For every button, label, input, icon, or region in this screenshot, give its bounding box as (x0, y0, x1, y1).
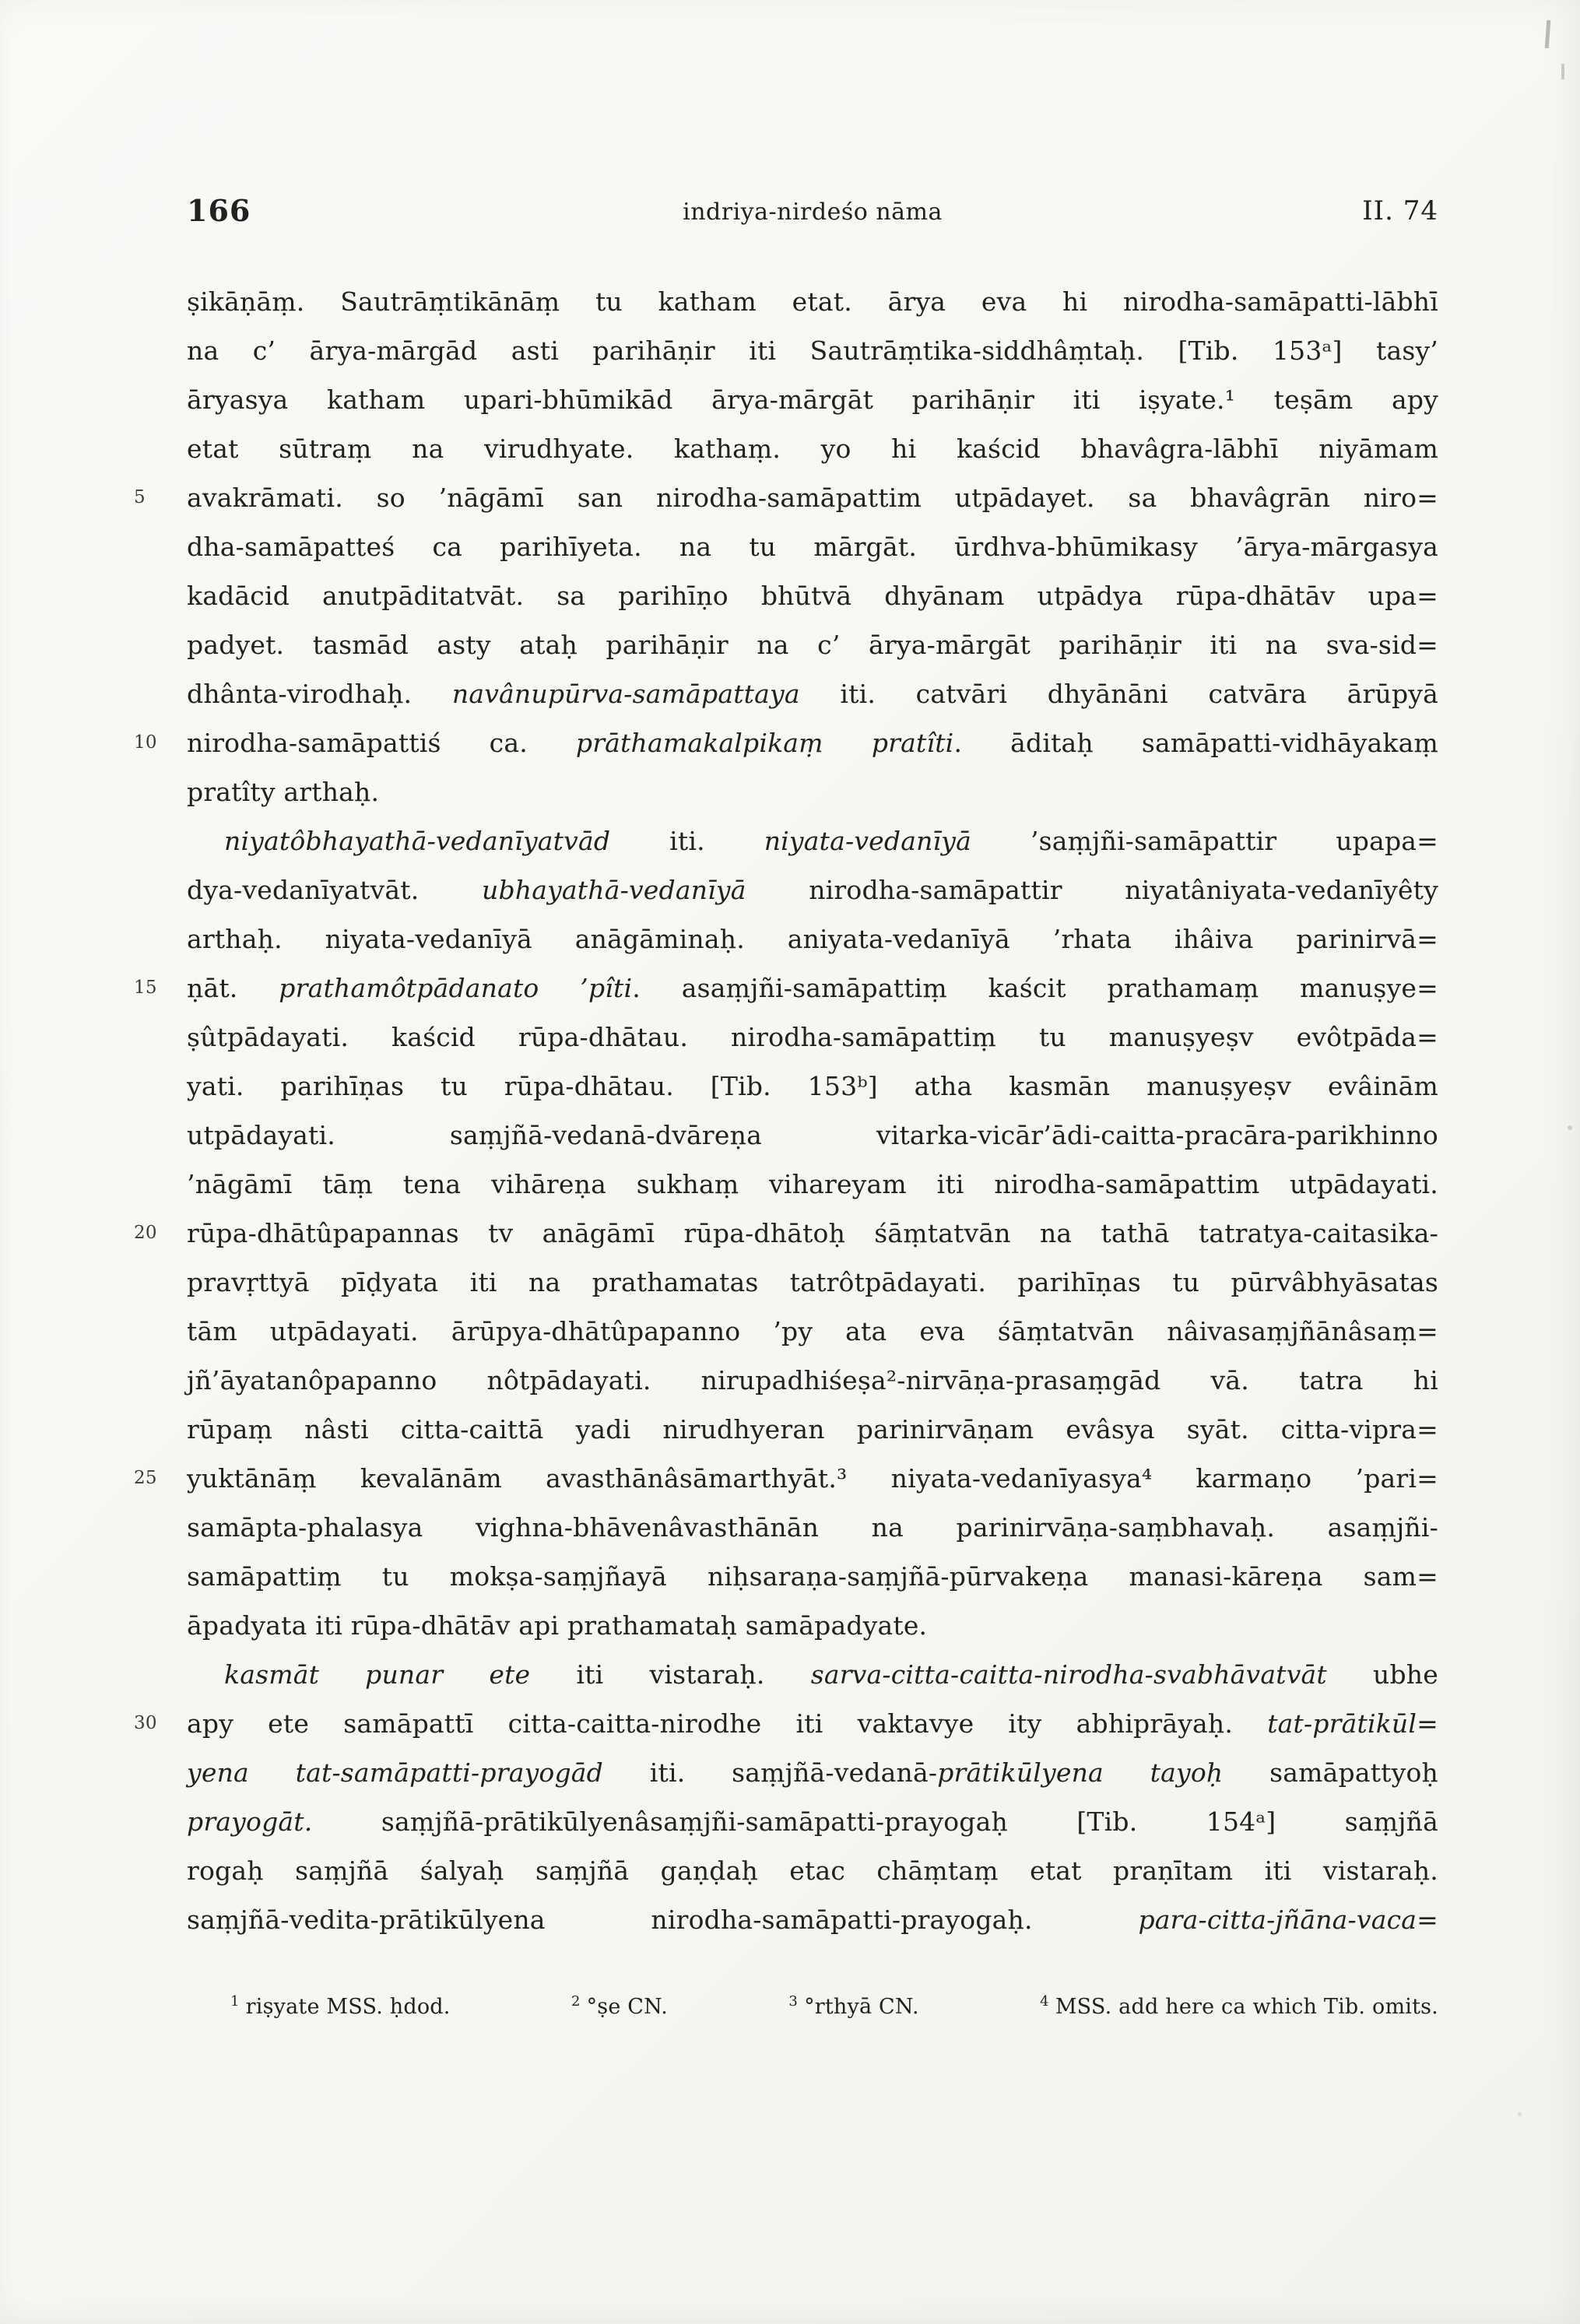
running-title: indriya-nirdeśo nāma (683, 198, 943, 226)
line-number: 20 (134, 1223, 157, 1243)
text-segment: ṣikāṇāṃ. Sautrāṃtikānāṃ tu katham etat. ārya eva hi nirodha-samāpatti-lābhī (187, 286, 1438, 317)
text-segment: āryasya katham upari-bhūmikād ārya-mārgāt parihāṇir iti iṣyate.¹ teṣām apy (187, 384, 1438, 415)
verse-reference: II. 74 (1362, 195, 1438, 226)
text-segment: tām utpādayati. ārūpya-dhātûpapanno ’py ata eva śāṃtatvān nâivasaṃjñānâsaṃ= (187, 1316, 1438, 1346)
text-segment: avakrāmati. so ’nāgāmī san nirodha-samāpattim utpādayet. sa bhavâgrān niro= (187, 483, 1438, 513)
footnote-mark: 2 (571, 1993, 581, 2010)
footnote: 2 °ṣe CN. (571, 1988, 668, 2021)
text-line (187, 1258, 1438, 1307)
page-header (187, 193, 1438, 229)
text-segment: . asaṃjñi-samāpattiṃ kaścit prathamaṃ manuṣye= (632, 973, 1438, 1003)
text-segment: iti. catvāri dhyānāni catvāra ārūpyā (799, 679, 1439, 709)
text-line (187, 1160, 1438, 1209)
text-segment: dhânta-virodhaḥ. (187, 679, 452, 709)
text-line (187, 1895, 1438, 1944)
text-segment: samāpattyoḥ (1223, 1757, 1438, 1788)
text-segment: utpādayati. saṃjñā-vedanā-dvāreṇa vitarka-vicār’ādi-caitta-pracāra-parikhinno (187, 1120, 1438, 1150)
text-segment: ubhe (1326, 1659, 1438, 1690)
footnote: 1 riṣyate MSS. ḥdod. (230, 1988, 451, 2021)
text-segment: etat sūtraṃ na virudhyate. kathaṃ. yo hi kaścid bhavâgra-lābhī niyāmam (187, 434, 1438, 464)
text-line (187, 1111, 1438, 1160)
line-number: 30 (134, 1713, 157, 1733)
text-line (187, 571, 1438, 620)
footnote: 3 °rthyā CN. (788, 1988, 918, 2021)
line-number: 25 (134, 1468, 157, 1488)
text-segment: iti. saṃjñā-vedanā- (603, 1757, 938, 1788)
text-block (134, 277, 1439, 1944)
text-segment: yuktānāṃ kevalānām avasthānâsāmarthyāt.³ niyata-vedanīyasya⁴ karmaṇo ’pari= (187, 1463, 1438, 1494)
text-line (187, 816, 1438, 865)
text-segment: iti vistaraḥ. (530, 1659, 811, 1690)
text-segment: ’saṃjñi-samāpattir upapa= (971, 826, 1438, 856)
text-segment: nirodha-samāpattir niyatâniyata-vedanīyêty (746, 875, 1438, 905)
text-segment-italic: niyatôbhayathā-vedanīyatvād (224, 826, 611, 856)
text-segment: yati. parihīṇas tu rūpa-dhātau. [Tib. 153ᵇ] atha kasmān manuṣyeṣv evâinām (187, 1071, 1438, 1101)
line-number: 5 (134, 487, 146, 507)
text-line (187, 1797, 1438, 1846)
footnotes (187, 1988, 1438, 2021)
text-line (187, 1503, 1438, 1552)
text-segment: saṃjñā-prātikūlyenâsaṃjñi-samāpatti-prayogaḥ [Tib. 154ᵃ] saṃjñā (312, 1806, 1438, 1837)
text-line (187, 1062, 1438, 1111)
text-segment: samāpattiṃ tu mokṣa-saṃjñayā niḥsaraṇa-saṃjñā-pūrvakeṇa manasi-kāreṇa sam= (187, 1561, 1438, 1592)
text-segment: rūpaṃ nâsti citta-caittā yadi nirudhyeran parinirvāṇam evâsya syāt. citta-vipra= (187, 1414, 1438, 1445)
footnote-mark: 3 (788, 1993, 799, 2010)
text-line (134, 718, 1438, 767)
text-segment: āpadyata iti rūpa-dhātāv api prathamataḥ samāpadyate. (187, 1610, 928, 1641)
text-segment: saṃjñā-vedita-prātikūlyena nirodha-samāpatti-prayogaḥ. (187, 1904, 1139, 1935)
text-line (187, 424, 1438, 473)
text-segment: padyet. tasmād asty ataḥ parihāṇir na c’ ārya-mārgāt parihāṇir iti na sva-sid= (187, 630, 1438, 660)
text-segment: samāpta-phalasya vighna-bhāvenâvasthānān na parinirvāṇa-saṃbhavaḥ. asaṃjñi- (187, 1512, 1438, 1543)
text-segment-italic: prātikūlyena tayoḥ (937, 1757, 1224, 1788)
text-line (187, 1650, 1438, 1699)
text-segment: pravṛttyā pīḍyata iti na prathamatas tatrôtpādayati. parihīṇas tu pūrvâbhyāsatas (187, 1267, 1438, 1297)
text-segment: . āditaḥ samāpatti-vidhāyakaṃ (953, 728, 1438, 758)
text-segment-italic: prayogāt. (187, 1806, 313, 1837)
scan-artifact (1561, 64, 1564, 79)
scan-artifact (1518, 2112, 1522, 2116)
text-segment: ’nāgāmī tāṃ tena vihāreṇa sukhaṃ vihareyam iti nirodha-samāpattim utpādayati. (187, 1169, 1438, 1199)
text-line (187, 620, 1438, 669)
text-segment: ṇāt. (187, 973, 279, 1003)
text-segment: rūpa-dhātûpapannas tv anāgāmī rūpa-dhātoḥ śāṃtatvān na tathā tatratya-caitasika- (187, 1218, 1438, 1248)
text-segment: pratîty arthaḥ. (187, 777, 380, 807)
text-segment: nirodha-samāpattiś ca. (187, 728, 576, 758)
text-segment-italic: sarva-citta-caitta-nirodha-svabhāvatvāt (810, 1659, 1327, 1690)
page-number: 166 (187, 193, 251, 228)
text-segment: kadācid anutpāditatvāt. sa parihīṇo bhūtvā dhyānam utpādya rūpa-dhātāv upa= (187, 581, 1438, 611)
scan-artifact (1568, 1125, 1572, 1130)
text-line (187, 1846, 1438, 1895)
text-line (187, 1356, 1438, 1405)
text-line (187, 522, 1438, 571)
text-segment: dha-samāpatteś ca parihīyeta. na tu mārgāt. ūrdhva-bhūmikasy ’ārya-mārgasya (187, 532, 1438, 562)
text-line (187, 915, 1438, 964)
text-line (134, 1209, 1438, 1258)
footnote: 4 MSS. add here ca which Tib. omits. (1040, 1988, 1438, 2021)
line-number: 10 (134, 732, 157, 753)
text-line (134, 964, 1438, 1013)
text-segment: dya-vedanīyatvāt. (187, 875, 482, 905)
text-line (187, 1748, 1438, 1797)
page-content (134, 277, 1439, 2021)
scan-artifact (1545, 20, 1550, 48)
text-segment-italic: tat-prātikūl= (1267, 1708, 1438, 1739)
text-line (187, 1552, 1438, 1601)
footnote-mark: 4 (1040, 1993, 1049, 2010)
text-line (134, 1699, 1438, 1748)
text-segment: jñ’āyatanôpapanno nôtpādayati. nirupadhiśeṣa²-nirvāṇa-prasaṃgād vā. tatra hi (187, 1365, 1438, 1395)
text-segment-italic: prathamôtpādanato ’pîti (279, 973, 633, 1003)
text-segment: arthaḥ. niyata-vedanīyā anāgāminaḥ. aniyata-vedanīyā ’rhata ihâiva parinirvā= (187, 924, 1438, 954)
text-line (187, 1405, 1438, 1454)
text-line (187, 277, 1438, 326)
text-line (187, 669, 1438, 718)
text-segment-italic: kasmāt punar ete (224, 1659, 531, 1690)
text-line (187, 375, 1438, 424)
text-line (187, 865, 1438, 915)
text-segment: ṣûtpādayati. kaścid rūpa-dhātau. nirodha-samāpattiṃ tu manuṣyeṣv evôtpāda= (187, 1022, 1438, 1052)
text-line (187, 1601, 1438, 1650)
text-line (187, 1013, 1438, 1062)
text-segment: iti. (610, 826, 764, 856)
text-segment: na c’ ārya-mārgād asti parihāṇir iti Sautrāṃtika-siddhâṃtaḥ. [Tib. 153ᵃ] tasy’ (187, 335, 1438, 366)
text-segment: apy ete samāpattī citta-caitta-nirodhe iti vaktavye ity abhiprāyaḥ. (187, 1708, 1268, 1739)
text-segment-italic: niyata-vedanīyā (764, 826, 972, 856)
text-segment-italic: ubhayathā-vedanīyā (481, 875, 746, 905)
text-line (187, 1307, 1438, 1356)
text-segment-italic: prāthamakalpikaṃ pratîti (575, 728, 954, 758)
text-segment-italic: yena tat-samāpatti-prayogād (187, 1757, 604, 1788)
text-line (187, 767, 1438, 816)
text-line (134, 473, 1438, 522)
footnote-mark: 1 (230, 1993, 240, 2010)
text-segment: rogaḥ saṃjñā śalyaḥ saṃjñā gaṇḍaḥ etac chāṃtaṃ etat praṇītam iti vistaraḥ. (187, 1855, 1438, 1886)
text-segment-italic: navânupūrva-samāpattaya (451, 679, 800, 709)
text-segment-italic: para-citta-jñāna-vaca= (1138, 1904, 1438, 1935)
line-number: 15 (134, 978, 157, 998)
text-line (187, 326, 1438, 375)
text-line (134, 1454, 1438, 1503)
